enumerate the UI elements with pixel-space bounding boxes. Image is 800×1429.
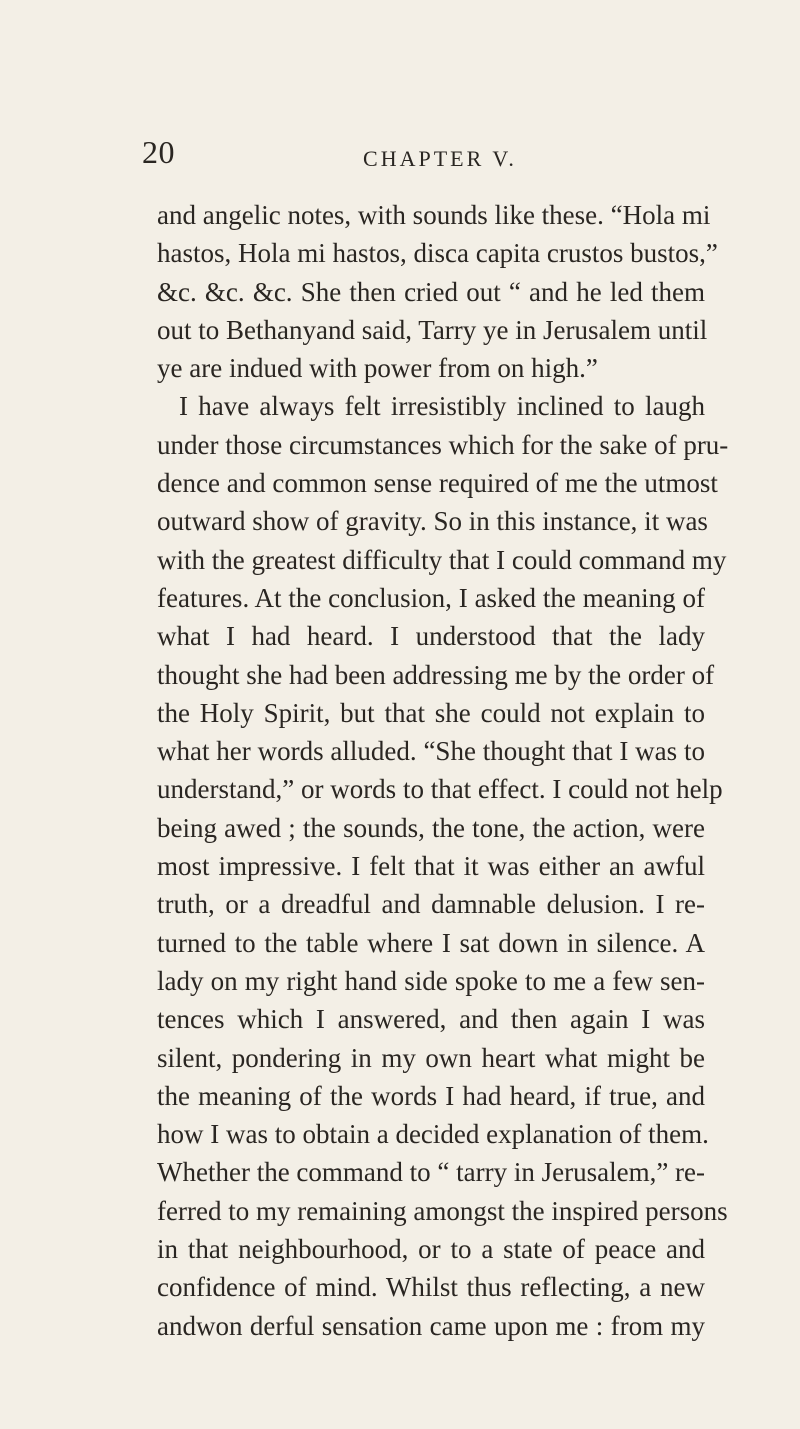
text-line: being awed ; the sounds, the tone, the action, were (157, 812, 705, 843)
text-line: silent, pondering in my own heart what might be (157, 1042, 705, 1073)
page-number: 20 (142, 134, 175, 170)
text-line: features. At the conclusion, I asked the meaning of (157, 582, 705, 613)
text-line: outward show of gravity. So in this instance, it was (157, 506, 708, 537)
running-head: CHAPTER V. (363, 146, 517, 171)
text-line: out to Bethanyand said, Tarry ye in Jerusalem until (157, 314, 708, 345)
text-line: what I had heard. I understood that the lady (157, 621, 705, 652)
text-line: &c. &c. &c. She then cried out “ and he led them (157, 276, 705, 307)
text-line: I have always felt irresistibly inclined to laugh (179, 391, 705, 422)
text-line: the Holy Spirit, but that she could not explain to (157, 697, 705, 728)
text-line: and angelic notes, with sounds like these. “Hola mi (157, 200, 711, 230)
text-line: turned to the table where I sat down in silence. A (157, 927, 705, 958)
text-line: andwon derful sensation came upon me : from my (157, 1310, 705, 1341)
text-line: lady on my right hand side spoke to me a few sen- (157, 965, 705, 996)
text-line: how I was to obtain a decided explanation of them. (157, 1119, 709, 1150)
body-text (157, 196, 729, 1345)
text-line: ferred to my remaining amongst the inspired persons (157, 1195, 728, 1226)
text-line: ye are indued with power from on high.” (157, 353, 598, 384)
text-line: understand,” or words to that effect. I could not help (157, 774, 723, 805)
text-line: under those circumstances which for the sake of pru- (157, 429, 729, 460)
text-line: in that neighbourhood, or to a state of peace and (157, 1234, 705, 1265)
text-line: with the greatest difficulty that I could command my (157, 544, 727, 575)
text-line: confidence of mind. Whilst thus reflecting, a new (157, 1272, 705, 1303)
text-line: hastos, Hola mi hastos, disca capita crustos bustos,” (157, 238, 718, 269)
text-line: Whether the command to “ tarry in Jerusalem,” re- (157, 1157, 706, 1188)
text-line: dence and common sense required of me the utmost (157, 468, 718, 499)
text-line: what her words alluded. “She thought that I was to (157, 736, 705, 767)
text-line: thought she had been addressing me by the order of (157, 659, 715, 690)
text-line: tences which I answered, and then again I was (157, 1004, 705, 1035)
text-line: most impressive. I felt that it was either an awful (157, 851, 705, 882)
text-line: the meaning of the words I had heard, if true, and (157, 1080, 705, 1111)
text-line: truth, or a dreadful and damnable delusion. I re- (157, 889, 705, 920)
